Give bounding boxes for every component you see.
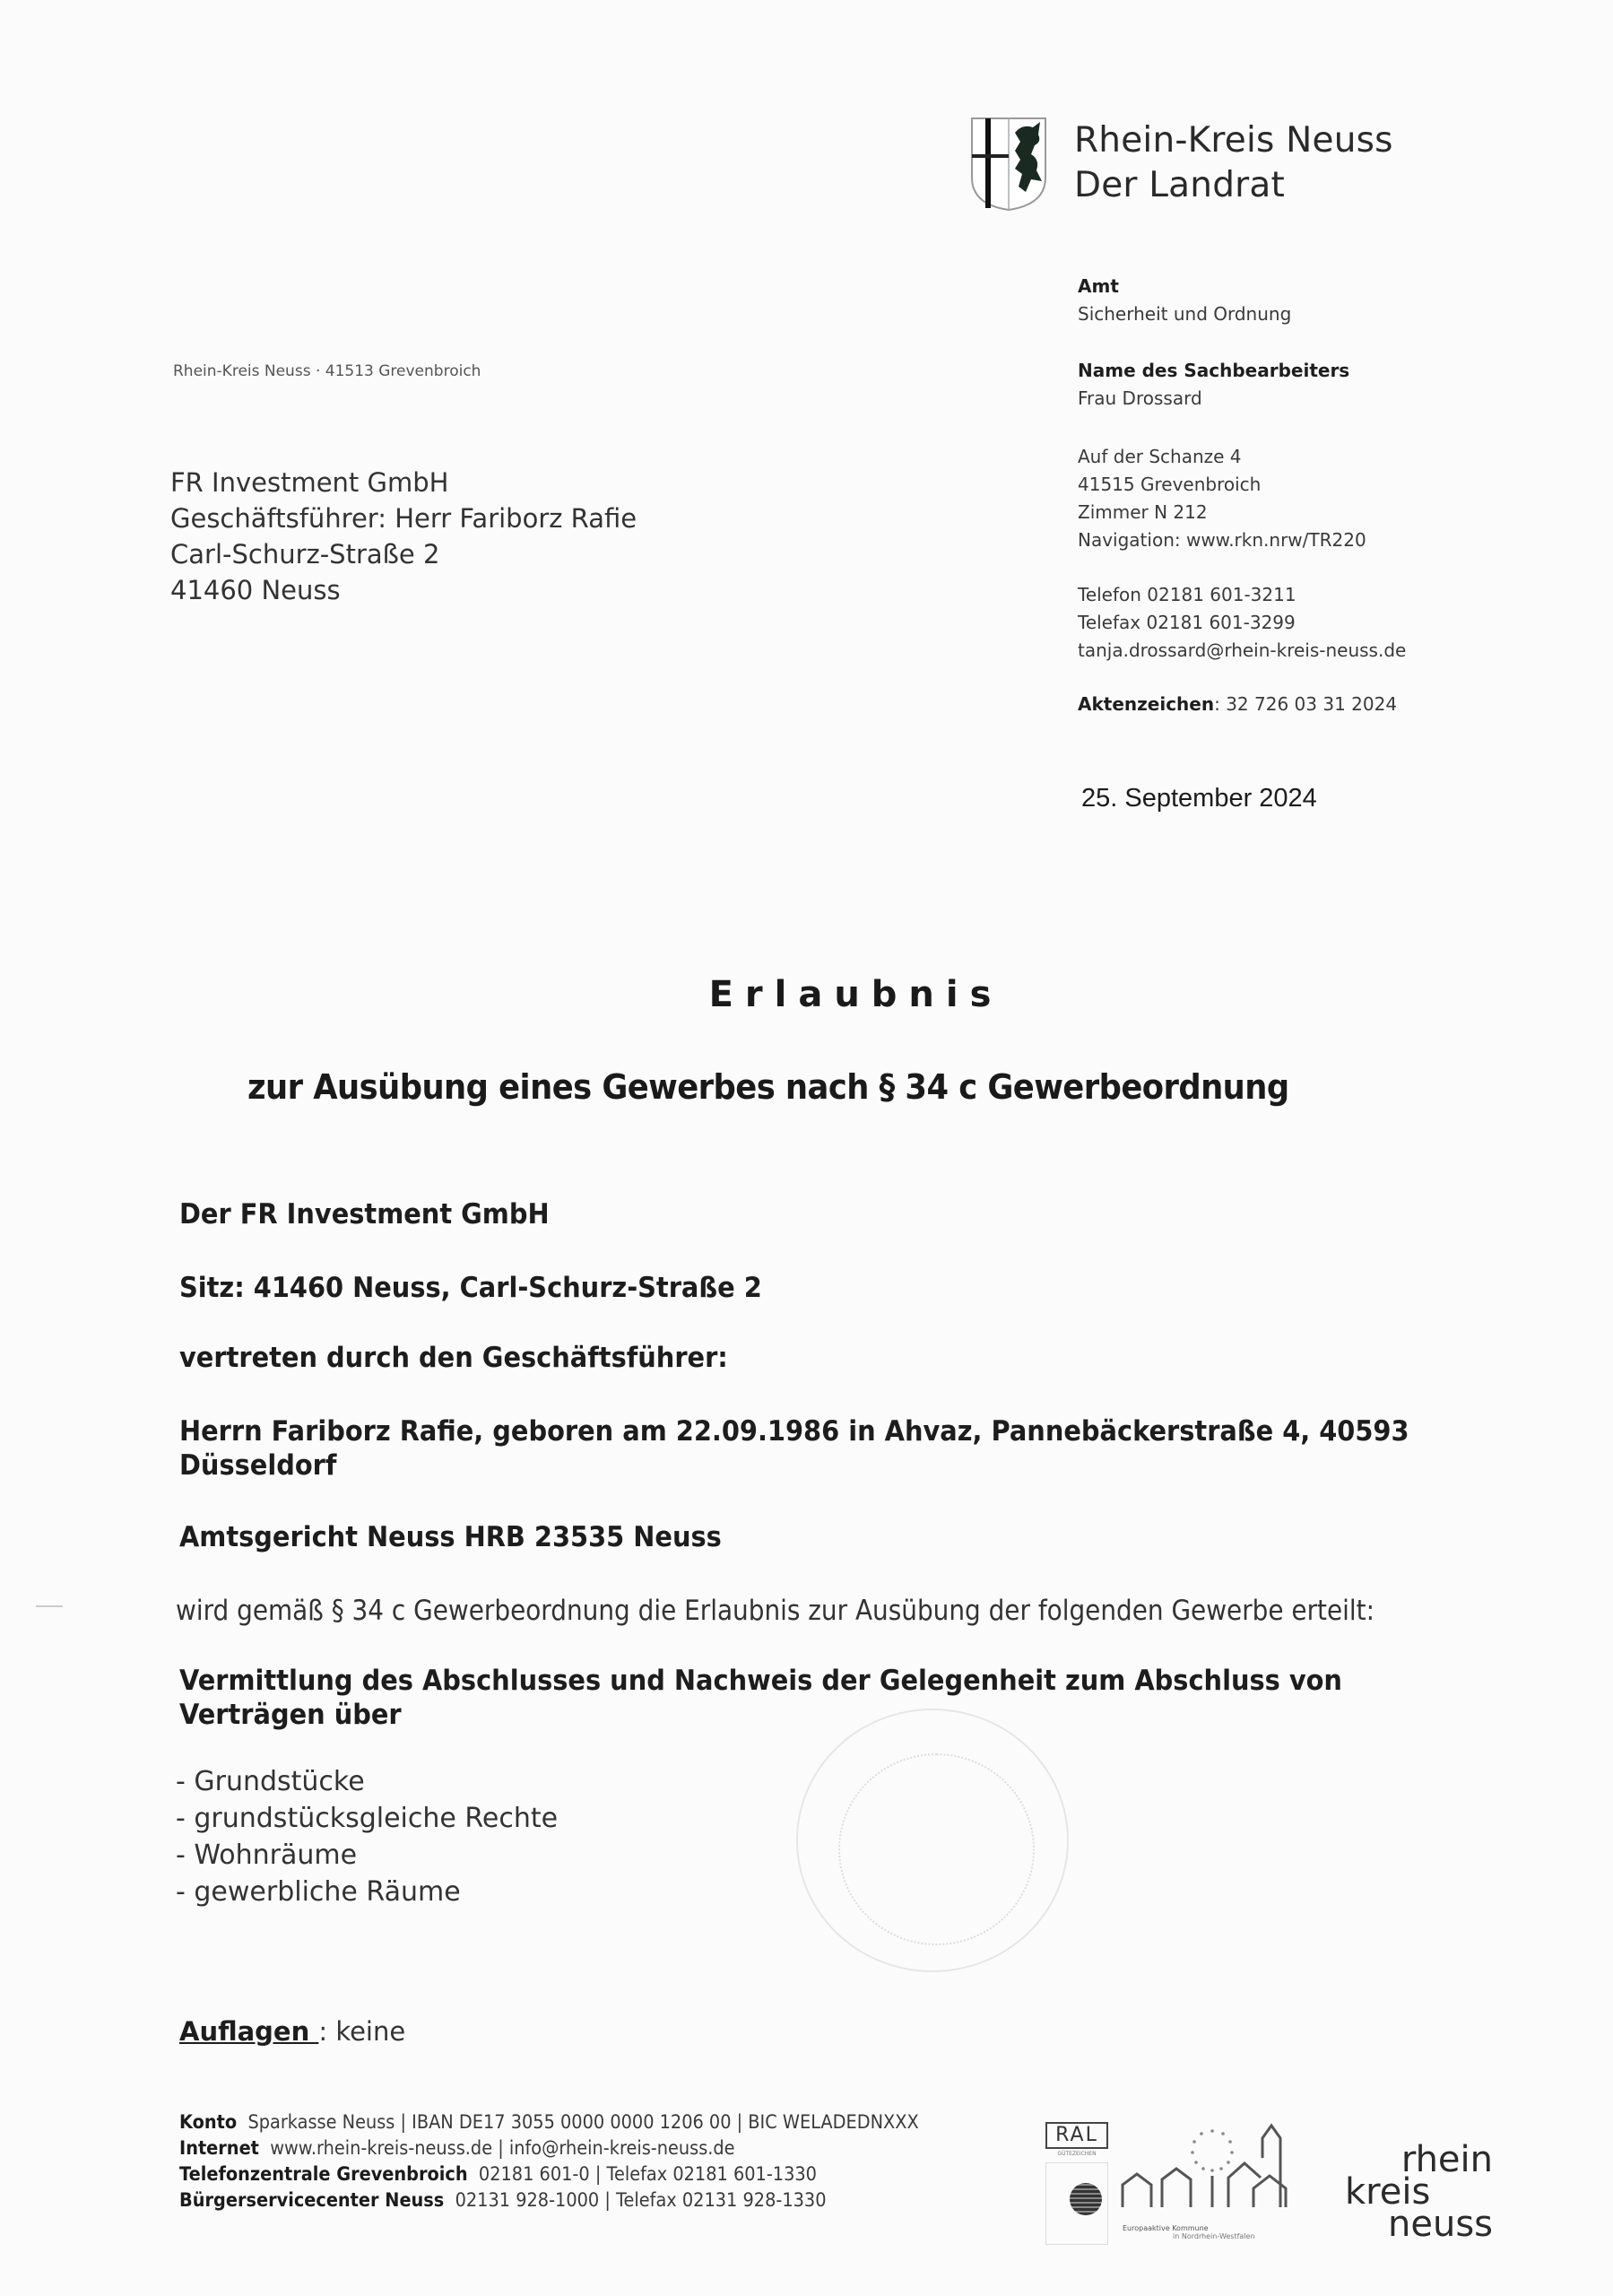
bank-value: Sparkasse Neuss | IBAN DE17 3055 0000 0000 1206 00 | BIC WELADEDNXXX [247,2111,919,2133]
switchboard-label: Telefonzentrale Grevenbroich [179,2163,468,2185]
conditions-value: : keine [318,2016,406,2047]
commercial-register: Amtsgericht Neuss HRB 23535 Neuss [179,1521,722,1553]
recipient-city: 41460 Neuss [170,575,341,605]
conditions-label: Auflagen [179,2016,319,2047]
office-room: Zimmer N 212 [1078,501,1208,523]
footer-contact [179,2109,919,2213]
office-phone: Telefon 02181 601-3211 [1078,584,1296,605]
footer-citizen-service [179,2187,919,2213]
recipient-street: Carl-Schurz-Straße 2 [170,539,440,570]
letter-date: 25. September 2024 [1081,784,1317,813]
document-title: Erlaubnis [708,974,1003,1015]
reference-number [1078,691,1397,718]
ral-quality-mark-icon: RAL GÜTEZEICHEN [1045,2122,1108,2248]
list-item: - gewerbliche Räume [176,1876,461,1908]
office-info [1078,273,1291,328]
amt-label: Amt [1078,275,1119,297]
houses-stars-icon [1119,2122,1298,2221]
office-fax: Telefax 02181 601-3299 [1078,612,1296,633]
clerk-value: Frau Drossard [1078,387,1202,409]
represented-by: vertreten durch den Geschäftsführer: [179,1342,728,1374]
reference-label: Aktenzeichen [1078,693,1215,715]
conditions [179,2016,405,2047]
list-item: - Grundstücke [176,1766,365,1797]
office-email[interactable]: tanja.drossard@rhein-kreis-neuss.de [1078,639,1407,661]
document-subtitle: zur Ausübung eines Gewerbes nach § 34 c Gewerbeordnung [247,1067,1289,1107]
coat-of-arms-icon [968,115,1049,212]
rhein-kreis-neuss-logo: rhein kreis neuss [1345,2139,1493,2245]
official-stamp-inner [838,1753,1035,1945]
company-name: Der FR Investment GmbH [179,1198,550,1231]
organization-name [1074,118,1393,208]
manager-details-line1: Herrn Fariborz Rafie, geboren am 22.09.1986 in Ahvaz, Pannebäckerstraße 4, 40593 [179,1415,1409,1448]
amt-value: Sicherheit und Ordnung [1078,303,1292,325]
office-city: 41515 Grevenbroich [1078,474,1262,495]
activity-line1: Vermittlung des Abschlusses und Nachweis der Gelegenheit zum Abschluss von [179,1665,1342,1697]
europe-active-municipality-logo: Europaaktive Kommune in Nordrhein-Westfalen [1119,2122,1298,2248]
office-navigation: Navigation: www.rkn.nrw/TR220 [1078,529,1366,551]
recipient-manager: Geschäftsführer: Herr Fariborz Rafie [170,503,637,534]
office-street: Auf der Schanze 4 [1078,446,1242,467]
citizen-service-value: 02131 928-1000 | Telefax 02131 928-1330 [455,2189,827,2211]
recipient-address [170,465,637,608]
grant-statement: wird gemäß § 34 c Gewerbeordnung die Erlaubnis zur Ausübung der folgenden Gewerbe erteilt: [176,1595,1375,1627]
footer-switchboard [179,2161,919,2187]
org-line-2: Der Landrat [1074,165,1285,205]
bank-label: Konto [179,2111,238,2133]
company-seat: Sitz: 41460 Neuss, Carl-Schurz-Straße 2 [179,1272,762,1304]
reference-value: : 32 726 03 31 2024 [1214,693,1398,715]
list-item: - Wohnräume [176,1839,358,1871]
internet-value[interactable]: www.rhein-kreis-neuss.de | info@rhein-kreis-neuss.de [270,2137,735,2159]
office-contact [1078,581,1406,665]
office-address [1078,443,1366,554]
footer-bank [179,2109,919,2135]
manager-details-line2: Düsseldorf [179,1449,337,1482]
internet-label: Internet [179,2137,259,2159]
clerk-label: Name des Sachbearbeiters [1078,360,1350,381]
org-line-1: Rhein-Kreis Neuss [1074,120,1393,161]
recipient-company: FR Investment GmbH [170,467,449,498]
citizen-service-label: Bürgerservicecenter Neuss [179,2189,445,2211]
switchboard-value: 02181 601-0 | Telefax 02181 601-1330 [478,2163,817,2185]
footer-internet [179,2135,919,2161]
clerk-info [1078,357,1349,413]
activity-list [176,1763,558,1910]
list-item: - grundstücksgleiche Rechte [176,1803,559,1834]
margin-mark [36,1605,63,1607]
activity-line2: Verträgen über [179,1699,402,1731]
sender-return-line: Rhein-Kreis Neuss · 41513 Grevenbroich [173,362,481,380]
